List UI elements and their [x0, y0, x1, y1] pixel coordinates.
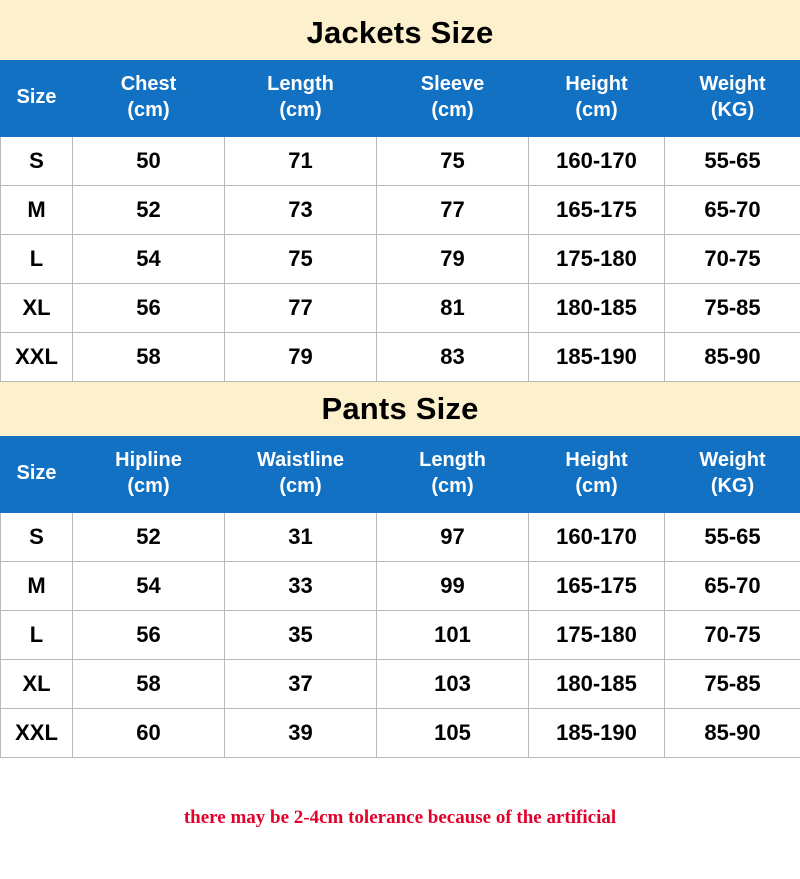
column-header-hipline: [73, 436, 225, 512]
cell-hipline: 52: [73, 512, 225, 561]
cell-length: 73: [225, 185, 377, 234]
column-header-height-unit: (cm): [575, 475, 618, 498]
column-header-chest: [73, 61, 225, 137]
table-row: [1, 136, 800, 185]
column-header-sleeve-unit: (cm): [431, 99, 474, 122]
column-header-length: [377, 436, 529, 512]
cell-waistline: 39: [225, 708, 377, 757]
column-header-height-label: Height: [565, 73, 628, 95]
cell-waistline: 37: [225, 659, 377, 708]
cell-weight: 65-70: [665, 185, 800, 234]
column-header-length-label: Length: [267, 73, 334, 95]
table-row: [1, 659, 800, 708]
cell-length: 101: [377, 610, 529, 659]
cell-height: 180-185: [529, 659, 665, 708]
column-header-sleeve-label: Sleeve: [420, 73, 485, 95]
column-header-sleeve: [377, 61, 529, 137]
cell-size: M: [1, 561, 73, 610]
cell-length: 71: [225, 136, 377, 185]
column-header-waistline-unit: (cm): [279, 475, 322, 498]
cell-size: XL: [1, 659, 73, 708]
column-header-length-label: Length: [419, 448, 486, 471]
table-header-row: [1, 61, 800, 137]
column-header-hipline-unit: (cm): [127, 475, 170, 498]
column-header-chest-unit: (cm): [127, 99, 170, 122]
cell-hipline: 54: [73, 561, 225, 610]
cell-length: 103: [377, 659, 529, 708]
cell-size: L: [1, 234, 73, 283]
cell-waistline: 31: [225, 512, 377, 561]
column-header-hipline-label: Hipline: [115, 448, 182, 471]
jackets-table-body: [1, 136, 800, 381]
tolerance-note: there may be 2-4cm tolerance because of the artificial: [0, 758, 800, 879]
column-header-weight-label: Weight: [699, 73, 766, 95]
cell-chest: 52: [73, 185, 225, 234]
table-row: [1, 283, 800, 332]
cell-chest: 58: [73, 332, 225, 381]
table-row: [1, 234, 800, 283]
cell-weight: 55-65: [665, 136, 800, 185]
cell-size: XXL: [1, 708, 73, 757]
cell-sleeve: 81: [377, 283, 529, 332]
cell-weight: 70-75: [665, 234, 800, 283]
cell-sleeve: 77: [377, 185, 529, 234]
jackets-table-head: [1, 61, 800, 137]
cell-height: 180-185: [529, 283, 665, 332]
column-header-weight: [665, 436, 800, 512]
cell-sleeve: 79: [377, 234, 529, 283]
cell-chest: 56: [73, 283, 225, 332]
cell-weight: 75-85: [665, 283, 800, 332]
pants-size-table: [0, 436, 800, 758]
cell-height: 185-190: [529, 708, 665, 757]
cell-chest: 54: [73, 234, 225, 283]
cell-size: XL: [1, 283, 73, 332]
cell-weight: 85-90: [665, 708, 800, 757]
cell-weight: 65-70: [665, 561, 800, 610]
cell-height: 185-190: [529, 332, 665, 381]
cell-height: 175-180: [529, 610, 665, 659]
cell-sleeve: 83: [377, 332, 529, 381]
cell-weight: 55-65: [665, 512, 800, 561]
column-header-length-unit: (cm): [279, 99, 322, 122]
cell-chest: 50: [73, 136, 225, 185]
column-header-size-label: Size: [16, 86, 57, 109]
column-header-size-label: Size: [16, 461, 57, 484]
cell-size: XXL: [1, 332, 73, 381]
column-header-height-unit: (cm): [575, 99, 618, 122]
table-row: [1, 332, 800, 381]
column-header-weight-unit: (KG): [710, 99, 755, 122]
cell-length: 77: [225, 283, 377, 332]
cell-hipline: 58: [73, 659, 225, 708]
table-row: [1, 708, 800, 757]
column-header-size: [1, 61, 73, 137]
cell-size: L: [1, 610, 73, 659]
cell-height: 160-170: [529, 136, 665, 185]
cell-size: M: [1, 185, 73, 234]
column-header-height: [529, 436, 665, 512]
column-header-height-label: Height: [565, 448, 628, 471]
pants-table-body: [1, 512, 800, 757]
cell-sleeve: 75: [377, 136, 529, 185]
table-row: [1, 512, 800, 561]
cell-waistline: 33: [225, 561, 377, 610]
cell-hipline: 60: [73, 708, 225, 757]
table-row: [1, 610, 800, 659]
jackets-size-title: Jackets Size: [0, 6, 800, 60]
cell-length: 75: [225, 234, 377, 283]
cell-length: 97: [377, 512, 529, 561]
column-header-height: [529, 61, 665, 137]
column-header-weight-unit: (KG): [710, 475, 755, 498]
cell-size: S: [1, 512, 73, 561]
pants-table-head: [1, 436, 800, 512]
cell-weight: 70-75: [665, 610, 800, 659]
cell-height: 160-170: [529, 512, 665, 561]
cell-weight: 85-90: [665, 332, 800, 381]
cell-hipline: 56: [73, 610, 225, 659]
cell-length: 99: [377, 561, 529, 610]
cell-height: 165-175: [529, 561, 665, 610]
column-header-length-unit: (cm): [431, 475, 474, 498]
cell-weight: 75-85: [665, 659, 800, 708]
column-header-length: [225, 61, 377, 137]
column-header-weight: [665, 61, 800, 137]
cell-height: 165-175: [529, 185, 665, 234]
pants-size-title: Pants Size: [0, 382, 800, 436]
cell-waistline: 35: [225, 610, 377, 659]
jackets-size-table: [0, 60, 800, 382]
column-header-chest-label: Chest: [120, 73, 177, 95]
cell-height: 175-180: [529, 234, 665, 283]
column-header-waistline-label: Waistline: [256, 448, 345, 471]
cell-length: 79: [225, 332, 377, 381]
column-header-weight-label: Weight: [699, 448, 766, 471]
column-header-waistline: [225, 436, 377, 512]
cell-length: 105: [377, 708, 529, 757]
column-header-size: [1, 436, 73, 512]
table-row: [1, 561, 800, 610]
table-header-row: [1, 436, 800, 512]
cell-size: S: [1, 136, 73, 185]
table-row: [1, 185, 800, 234]
